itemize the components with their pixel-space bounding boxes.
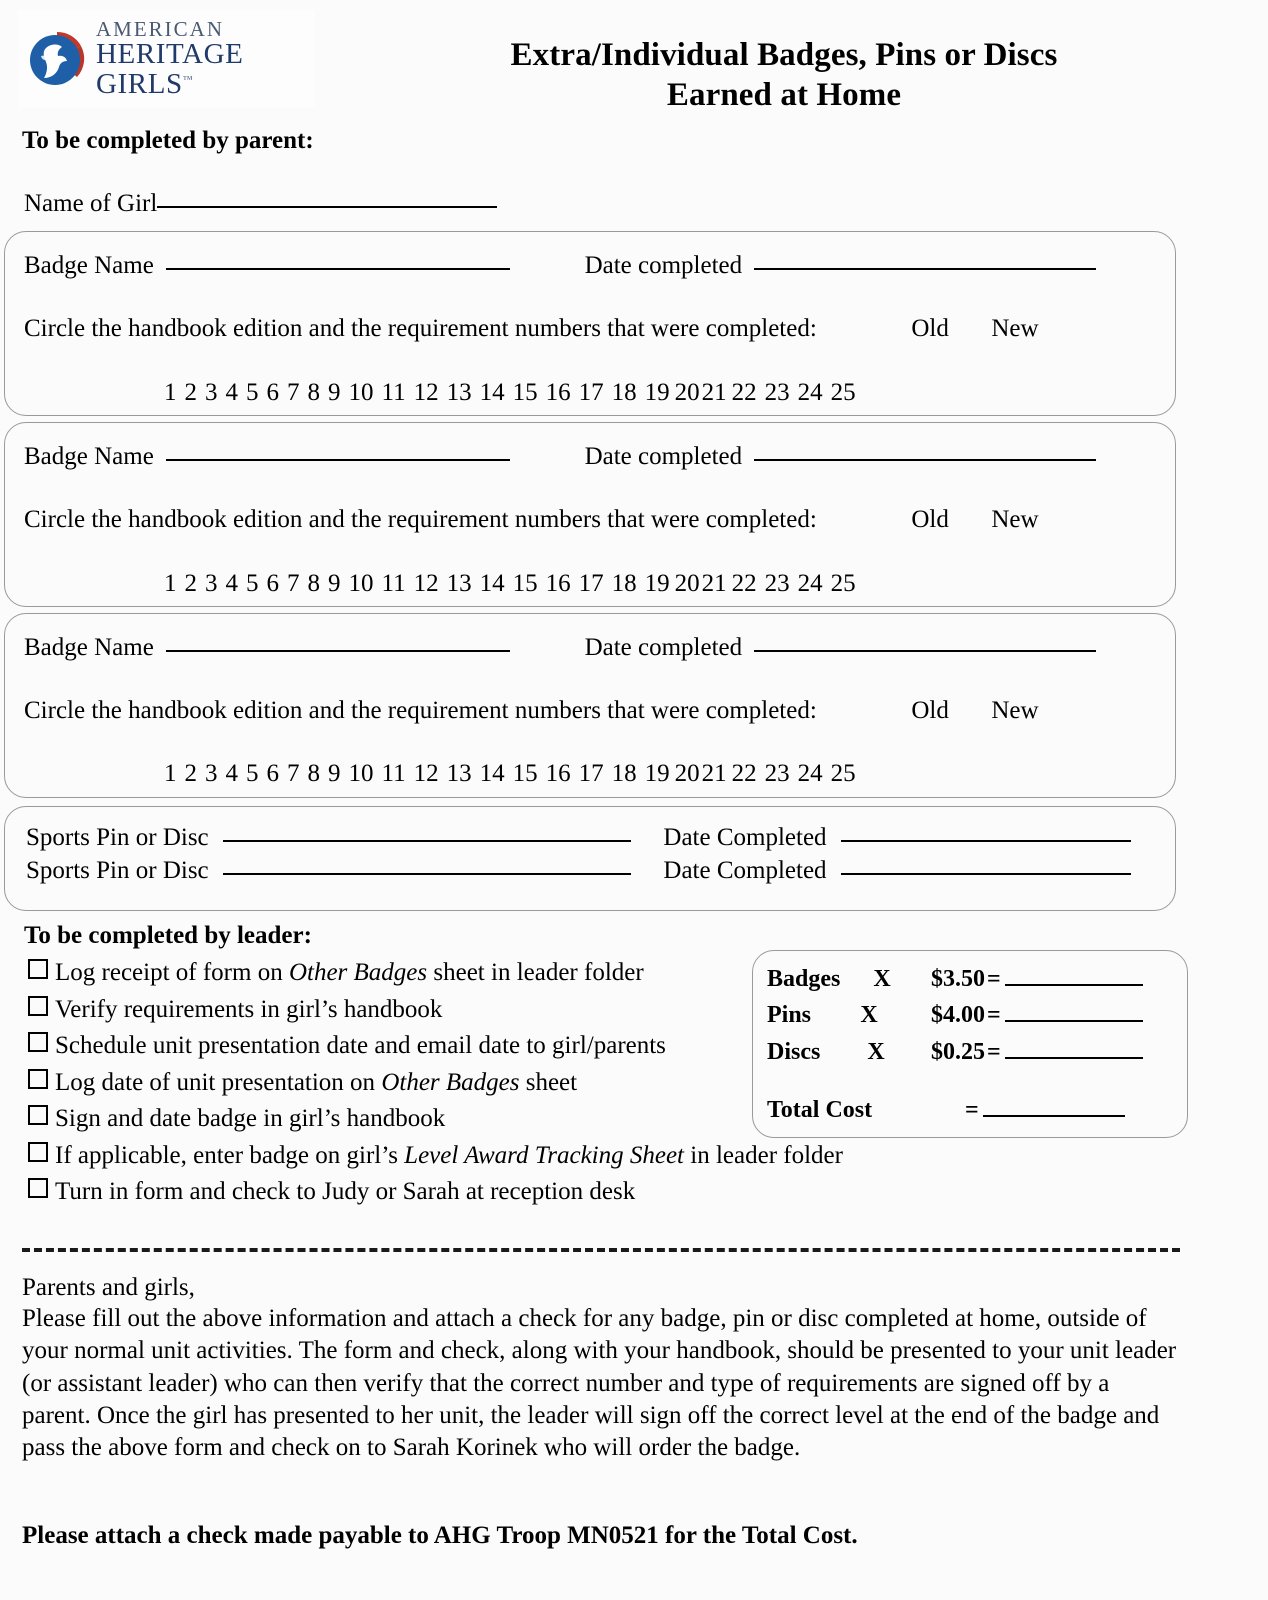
requirement-number-1[interactable]: 1 (164, 379, 177, 406)
handbook-edition-old[interactable]: Old (911, 697, 949, 724)
requirement-number-22[interactable]: 22 (731, 379, 757, 406)
cost-row (767, 961, 1143, 997)
footer-closing-note: Please attach a check made payable to AHG Troop MN0521 for the Total Cost. (22, 1522, 858, 1549)
parent-section-heading: To be completed by parent: (22, 127, 314, 154)
requirement-number-12[interactable]: 12 (413, 379, 439, 406)
title-line-2: Earned at Home (666, 76, 902, 113)
requirement-number-22[interactable]: 22 (731, 760, 757, 787)
date-completed-label: Date completed (584, 252, 743, 279)
requirement-number-15[interactable]: 15 (512, 570, 538, 597)
checkbox-icon[interactable] (28, 1032, 48, 1052)
checklist-text: sheet in leader folder (427, 959, 644, 986)
requirement-number-18[interactable]: 18 (611, 570, 637, 597)
requirement-number-9[interactable]: 9 (328, 760, 341, 787)
checklist-text: Turn in form and check to Judy or Sarah at reception desk (55, 1178, 636, 1205)
cost-input-line[interactable] (1005, 1057, 1143, 1059)
checkbox-icon[interactable] (28, 1105, 48, 1125)
date-completed-label: Date completed (584, 443, 743, 470)
requirement-number-4[interactable]: 4 (225, 570, 238, 597)
sports-pin-row-1 (26, 824, 1131, 852)
requirement-number-21[interactable]: 21 (701, 379, 727, 406)
footer-paragraph: Please fill out the above information and attach a check for any badge, pin or disc completed at home, outside of your normal unit activities. The form and check, along with your handbook, should be presented to your unit leader (or assistant leader) who can then verify that the correct number and type of requirements are signed off by a parent. Once the girl has presented to her unit, the leader will sign off the correct level at the end of the badge and pass the above form and check on to Sarah Korinek who will order the badge. (22, 1305, 1177, 1461)
checklist-text: If applicable, enter badge on girl’s (55, 1141, 405, 1169)
cost-unit-price: $0.25 (931, 1038, 985, 1065)
checklist-item[interactable] (28, 1101, 768, 1138)
requirement-number-23[interactable]: 23 (764, 570, 790, 597)
requirement-number-15[interactable]: 15 (512, 379, 538, 406)
date-completed-input-line[interactable] (754, 268, 1096, 270)
cost-input-line[interactable] (1005, 984, 1143, 986)
cost-item-label: Pins (767, 1002, 812, 1029)
total-cost-row (767, 1092, 1143, 1128)
badge-3-requirement-numbers[interactable] (160, 760, 860, 788)
requirement-number-23[interactable]: 23 (764, 760, 790, 787)
requirement-number-18[interactable]: 18 (611, 760, 637, 787)
requirement-number-5[interactable]: 5 (246, 379, 259, 406)
requirement-number-20[interactable]: 20 (674, 760, 700, 787)
requirement-number-20[interactable]: 20 (674, 379, 700, 406)
requirement-number-9[interactable]: 9 (328, 570, 341, 597)
badge-2-requirement-numbers[interactable] (160, 570, 860, 598)
cost-multiply-symbol: X (873, 966, 891, 992)
handbook-edition-new[interactable]: New (991, 697, 1039, 724)
cost-unit-price: $4.00 (931, 1002, 985, 1029)
requirement-number-16[interactable]: 16 (545, 570, 571, 597)
sports-pin-label: Sports Pin or Disc (26, 857, 209, 884)
requirement-number-7[interactable]: 7 (287, 379, 300, 406)
badge-name-input-line[interactable] (166, 650, 510, 652)
ahg-logo (18, 10, 315, 108)
sports-date-label: Date Completed (663, 857, 827, 884)
cost-multiply-symbol: X (867, 1038, 885, 1065)
cost-input-line[interactable] (1005, 1020, 1143, 1022)
checklist-text: in leader folder (684, 1141, 843, 1169)
requirement-number-17[interactable]: 17 (578, 760, 604, 787)
checklist-item-label (55, 955, 644, 992)
requirement-number-25[interactable]: 25 (830, 570, 856, 597)
badge-name-input-line[interactable] (166, 459, 510, 461)
requirement-number-3[interactable]: 3 (205, 379, 218, 406)
checklist-item[interactable] (28, 992, 768, 1029)
cost-spacer (767, 1070, 1143, 1092)
checklist-item[interactable] (28, 1028, 768, 1065)
requirement-number-16[interactable]: 16 (545, 379, 571, 406)
requirement-number-22[interactable]: 22 (731, 570, 757, 597)
requirement-number-14[interactable]: 14 (479, 570, 505, 597)
requirement-number-5[interactable]: 5 (246, 760, 259, 787)
requirement-number-17[interactable]: 17 (578, 570, 604, 597)
cost-item-label: Badges (767, 966, 841, 992)
badge-1-requirement-numbers[interactable] (160, 379, 860, 407)
ahg-logo-wordmark (96, 16, 315, 100)
requirement-number-21[interactable]: 21 (701, 570, 727, 597)
requirement-number-2[interactable]: 2 (184, 570, 197, 597)
requirement-number-13[interactable]: 13 (446, 760, 472, 787)
cost-summary-box (752, 950, 1188, 1138)
badge-name-label: Badge Name (24, 634, 154, 661)
cost-row (767, 1034, 1143, 1070)
requirement-number-20[interactable]: 20 (674, 570, 700, 597)
circle-instruction: Circle the handbook edition and the requirement numbers that were completed: (24, 697, 817, 724)
ahg-emblem-icon (26, 28, 88, 90)
requirement-number-19[interactable]: 19 (644, 379, 670, 406)
checkbox-icon[interactable] (28, 1178, 48, 1198)
badge-name-label: Badge Name (24, 443, 154, 470)
logo-text-american: AMERICAN (96, 16, 225, 41)
badge-1-name-row (24, 252, 1096, 280)
requirement-number-14[interactable]: 14 (479, 760, 505, 787)
cost-item-label: Discs (767, 1038, 821, 1065)
page-header (0, 0, 1268, 125)
badge-3-name-row (24, 634, 1096, 662)
requirement-number-1[interactable]: 1 (164, 760, 177, 787)
requirement-number-11[interactable]: 11 (381, 570, 406, 597)
requirement-number-13[interactable]: 13 (446, 379, 472, 406)
checklist-item[interactable] (28, 1138, 843, 1175)
name-of-girl-row (24, 190, 497, 218)
sports-pin-row-2 (26, 857, 1131, 885)
checklist-emphasis: Level Award Tracking Sheet (404, 1141, 685, 1169)
requirement-number-6[interactable]: 6 (266, 570, 279, 597)
handbook-edition-old[interactable]: Old (911, 315, 949, 342)
checklist-item-label (55, 1028, 666, 1065)
checkbox-icon[interactable] (28, 1069, 48, 1089)
total-cost-input-line[interactable] (983, 1115, 1125, 1117)
requirement-number-13[interactable]: 13 (446, 570, 472, 597)
logo-text-heritage-girls: HERITAGE GIRLS™ (96, 38, 244, 100)
badge-2-name-row (24, 443, 1096, 471)
sports-date-input-line[interactable] (841, 873, 1131, 875)
requirement-number-5[interactable]: 5 (246, 570, 259, 597)
checklist-item-label (55, 1138, 843, 1175)
checklist-text: sheet (519, 1068, 578, 1096)
requirement-number-8[interactable]: 8 (307, 379, 320, 406)
cost-equals-symbol: = (987, 1002, 1001, 1029)
requirement-number-2[interactable]: 2 (184, 760, 197, 787)
requirement-number-15[interactable]: 15 (512, 760, 538, 787)
handbook-edition-new[interactable]: New (991, 315, 1039, 342)
leader-section-heading: To be completed by leader: (24, 922, 312, 949)
name-of-girl-label: Name of Girl (24, 190, 158, 217)
sports-pin-label: Sports Pin or Disc (26, 824, 209, 851)
cost-equals-symbol: = (987, 1038, 1001, 1065)
circle-instruction: Circle the handbook edition and the requirement numbers that were completed: (24, 506, 817, 533)
requirement-number-8[interactable]: 8 (307, 570, 320, 597)
requirement-number-4[interactable]: 4 (225, 760, 238, 787)
requirement-number-10[interactable]: 10 (348, 570, 374, 597)
requirement-number-19[interactable]: 19 (644, 570, 670, 597)
requirement-number-25[interactable]: 25 (830, 379, 856, 406)
requirement-number-11[interactable]: 11 (381, 760, 406, 787)
total-equals-symbol: = (965, 1097, 979, 1124)
requirement-number-10[interactable]: 10 (348, 379, 374, 406)
checkbox-icon[interactable] (28, 959, 48, 979)
requirement-number-11[interactable]: 11 (381, 379, 406, 406)
cost-multiply-symbol: X (860, 1002, 878, 1029)
checklist-emphasis: Other Badges (381, 1068, 520, 1096)
requirement-number-7[interactable]: 7 (287, 760, 300, 787)
requirement-number-8[interactable]: 8 (307, 760, 320, 787)
checkbox-icon[interactable] (28, 1142, 48, 1162)
requirement-number-16[interactable]: 16 (545, 760, 571, 787)
checklist-item-label (55, 1065, 577, 1102)
cost-row (767, 997, 1143, 1033)
checklist-item[interactable] (28, 1174, 768, 1211)
dashed-divider (22, 1248, 1180, 1252)
requirement-number-3[interactable]: 3 (205, 760, 218, 787)
requirement-number-24[interactable]: 24 (797, 570, 823, 597)
page-title (330, 36, 1238, 115)
requirement-number-9[interactable]: 9 (328, 379, 341, 406)
requirement-number-25[interactable]: 25 (830, 760, 856, 787)
cost-lines (767, 961, 1143, 1129)
date-completed-input-line[interactable] (754, 650, 1096, 652)
requirement-number-23[interactable]: 23 (764, 379, 790, 406)
handbook-edition-new[interactable]: New (991, 506, 1039, 533)
cost-unit-price: $3.50 (931, 966, 985, 992)
sports-pin-input-line[interactable] (223, 840, 631, 842)
badge-3-circle-row (24, 697, 1039, 725)
total-cost-label: Total Cost (767, 1097, 873, 1124)
checklist-text: Verify requirements in girl’s handbook (55, 995, 443, 1023)
circle-instruction: Circle the handbook edition and the requirement numbers that were completed: (24, 315, 817, 342)
requirement-number-6[interactable]: 6 (266, 379, 279, 406)
badge-1-circle-row (24, 315, 1039, 343)
checklist-text: Sign and date badge in girl’s handbook (55, 1105, 446, 1132)
date-completed-input-line[interactable] (754, 459, 1096, 461)
name-of-girl-input-line[interactable] (157, 206, 497, 208)
sports-date-label: Date Completed (663, 824, 827, 851)
requirement-number-7[interactable]: 7 (287, 570, 300, 597)
requirement-number-3[interactable]: 3 (205, 570, 218, 597)
checklist-item[interactable] (28, 955, 768, 992)
requirement-number-6[interactable]: 6 (266, 760, 279, 787)
requirement-number-24[interactable]: 24 (797, 760, 823, 787)
requirement-number-14[interactable]: 14 (479, 379, 505, 406)
checklist-text: Log receipt of form on (55, 959, 289, 986)
sports-date-input-line[interactable] (841, 840, 1131, 842)
requirement-number-19[interactable]: 19 (644, 760, 670, 787)
requirement-number-12[interactable]: 12 (413, 570, 439, 597)
checklist-emphasis: Other Badges (288, 959, 428, 986)
badge-name-label: Badge Name (24, 252, 154, 279)
date-completed-label: Date completed (584, 634, 743, 661)
requirement-number-17[interactable]: 17 (578, 379, 604, 406)
requirement-number-12[interactable]: 12 (413, 760, 439, 787)
handbook-edition-old[interactable]: Old (911, 506, 949, 533)
trademark-symbol: ™ (182, 74, 194, 86)
checklist-text: Schedule unit presentation date and email date to girl/parents (55, 1032, 666, 1059)
cost-equals-symbol: = (987, 966, 1001, 992)
requirement-number-21[interactable]: 21 (701, 760, 727, 787)
checklist-item-label (55, 992, 442, 1029)
requirement-number-2[interactable]: 2 (184, 379, 197, 406)
badge-2-circle-row (24, 506, 1039, 534)
title-line-1: Extra/Individual Badges, Pins or Discs (510, 37, 1058, 73)
checklist-item-label (55, 1174, 635, 1211)
requirement-number-1[interactable]: 1 (164, 570, 177, 597)
badge-name-input-line[interactable] (166, 268, 510, 270)
requirement-number-18[interactable]: 18 (611, 379, 637, 406)
footer-salutation: Parents and girls, (22, 1274, 195, 1301)
sports-pin-input-line[interactable] (223, 873, 631, 875)
requirement-number-10[interactable]: 10 (348, 760, 374, 787)
requirement-number-24[interactable]: 24 (797, 379, 823, 406)
checklist-item[interactable] (28, 1065, 768, 1102)
checkbox-icon[interactable] (28, 996, 48, 1016)
requirement-number-4[interactable]: 4 (225, 379, 238, 406)
checklist-text: Log date of unit presentation on (55, 1068, 382, 1096)
checklist-item-label (55, 1101, 445, 1138)
